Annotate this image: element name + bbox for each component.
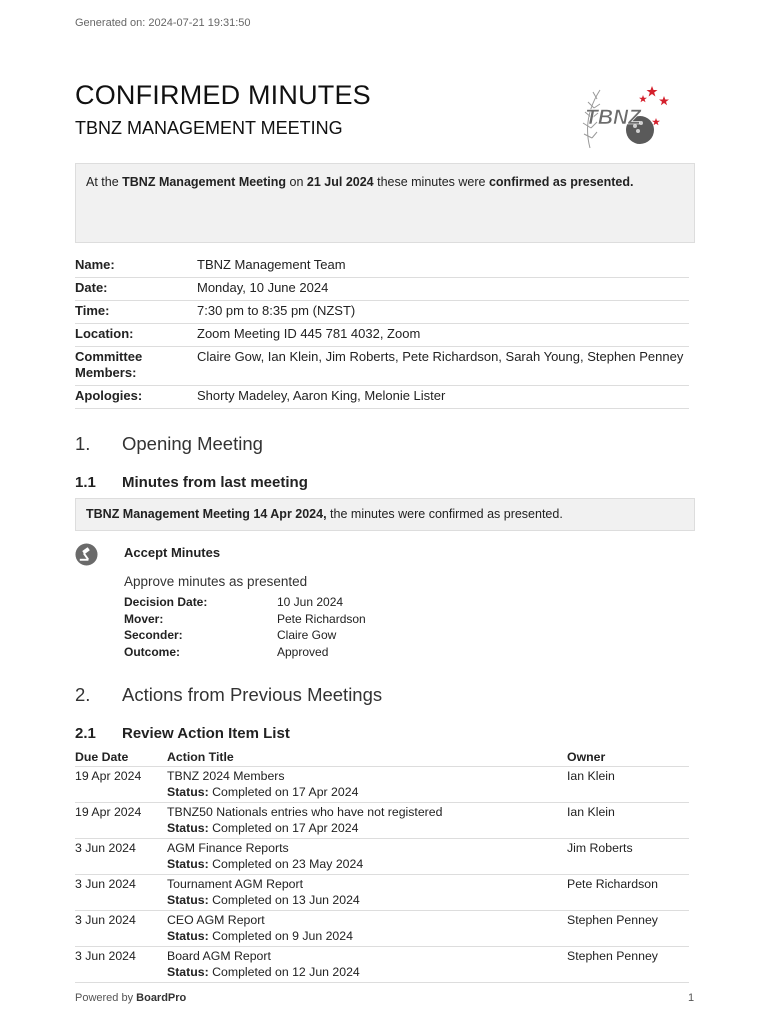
minutes-box-bold: TBNZ Management Meeting 14 Apr 2024, — [86, 507, 327, 521]
action-title: CEO AGM Report — [167, 913, 265, 927]
notice-date: 21 Jul 2024 — [306, 175, 374, 189]
action-status — [167, 821, 567, 837]
info-row — [75, 255, 689, 278]
action-cell — [167, 839, 567, 875]
notice-text: At the — [86, 175, 123, 189]
subsection-number: 1.1 — [75, 474, 96, 491]
status-label: Status: — [167, 856, 209, 871]
action-owner: Pete Richardson — [567, 875, 689, 911]
action-status — [167, 929, 567, 945]
decision-value: Approved — [277, 644, 329, 659]
action-title: TBNZ50 Nationals entries who have not registered — [167, 805, 443, 819]
status-text: Completed on 17 Apr 2024 — [208, 784, 359, 799]
decision-row — [124, 644, 366, 661]
decision-label: Mover: — [124, 611, 164, 626]
decision-label: Decision Date: — [124, 595, 208, 609]
tbnz-logo — [580, 78, 675, 158]
notice-status: confirmed as presented. — [488, 175, 634, 189]
info-label: Apologies: — [75, 386, 197, 409]
info-value: Shorty Madeley, Aaron King, Melonie Lister — [197, 386, 689, 409]
status-text: Completed on 12 Jun 2024 — [208, 964, 360, 979]
decision-title: Accept Minutes — [124, 545, 221, 560]
action-due-date: 19 Apr 2024 — [75, 767, 167, 803]
generated-timestamp: Generated on: 2024-07-21 19:31:50 — [75, 17, 251, 29]
action-cell — [167, 947, 567, 983]
notice-meeting: TBNZ Management Meeting — [122, 175, 287, 189]
info-label: Date: — [75, 278, 197, 301]
decision-label: Seconder: — [124, 628, 183, 642]
action-cell — [167, 767, 567, 803]
info-value: TBNZ Management Team — [197, 255, 689, 278]
action-status — [167, 965, 567, 981]
action-owner: Stephen Penney — [567, 911, 689, 947]
decision-row — [124, 627, 366, 644]
section-heading — [75, 684, 382, 706]
page-title: CONFIRMED MINUTES — [75, 80, 371, 110]
table-row — [75, 947, 689, 983]
action-owner: Stephen Penney — [567, 947, 689, 983]
decision-description: Approve minutes as presented — [124, 574, 308, 589]
section-title: Actions from Previous Meetings — [122, 684, 383, 705]
status-text: Completed on 13 Jun 2024 — [208, 892, 360, 907]
info-row — [75, 301, 689, 324]
info-row — [75, 278, 689, 301]
action-cell — [167, 875, 567, 911]
meeting-info-table — [75, 255, 689, 409]
status-label: Status: — [167, 964, 209, 979]
action-title: Board AGM Report — [167, 949, 271, 963]
section-title: Opening Meeting — [122, 433, 263, 454]
page-subtitle: TBNZ MANAGEMENT MEETING — [75, 118, 343, 138]
decision-value: Claire Gow — [277, 628, 337, 642]
decision-value: Pete Richardson — [277, 611, 366, 626]
info-label: Time: — [75, 301, 197, 324]
footer-powered-by — [75, 992, 186, 1004]
section-number: 2. — [75, 684, 91, 705]
table-row — [75, 803, 689, 839]
action-due-date: 3 Jun 2024 — [75, 875, 167, 911]
column-header-action-title: Action Title — [167, 750, 567, 767]
section-number: 1. — [75, 433, 91, 454]
subsection-title: Minutes from last meeting — [122, 474, 308, 491]
action-items-table — [75, 750, 689, 983]
decision-value: 10 Jun 2024 — [277, 595, 344, 609]
table-row — [75, 839, 689, 875]
action-status — [167, 893, 567, 909]
previous-minutes-box — [75, 498, 695, 531]
action-due-date: 3 Jun 2024 — [75, 839, 167, 875]
info-value: Zoom Meeting ID 445 781 4032, Zoom — [197, 324, 689, 347]
info-value: Monday, 10 June 2024 — [197, 278, 689, 301]
page-number: 1 — [688, 992, 695, 1004]
confirmation-notice — [75, 163, 695, 243]
action-owner: Ian Klein — [567, 803, 689, 839]
action-title: AGM Finance Reports — [167, 841, 289, 855]
table-header-row — [75, 750, 689, 767]
subsection-title: Review Action Item List — [122, 725, 290, 742]
status-label: Status: — [167, 784, 209, 799]
section-heading — [75, 433, 263, 455]
action-due-date: 19 Apr 2024 — [75, 803, 167, 839]
info-row — [75, 386, 689, 409]
status-text: Completed on 17 Apr 2024 — [208, 820, 359, 835]
action-owner: Ian Klein — [567, 767, 689, 803]
info-value: Claire Gow, Ian Klein, Jim Roberts, Pete Richardson, Sarah Young, Stephen Penney — [197, 347, 689, 386]
status-text: Completed on 23 May 2024 — [208, 856, 364, 871]
subsection-heading — [75, 474, 308, 491]
table-row — [75, 767, 689, 803]
action-title: Tournament AGM Report — [167, 877, 304, 891]
action-status — [167, 785, 567, 801]
footer-text: Powered by — [75, 992, 137, 1004]
action-title: TBNZ 2024 Members — [167, 769, 285, 783]
column-header-owner: Owner — [567, 750, 689, 767]
action-due-date: 3 Jun 2024 — [75, 947, 167, 983]
minutes-box-text: the minutes were confirmed as presented. — [326, 507, 563, 521]
status-label: Status: — [167, 892, 209, 907]
status-label: Status: — [167, 928, 209, 943]
info-label: Location: — [75, 324, 197, 347]
decision-details — [124, 594, 366, 660]
logo-wordmark: TBNZ — [585, 106, 641, 129]
decision-row — [124, 611, 366, 628]
decision-label: Outcome: — [124, 644, 181, 659]
status-text: Completed on 9 Jun 2024 — [208, 928, 353, 943]
subsection-heading — [75, 725, 290, 742]
action-owner: Jim Roberts — [567, 839, 689, 875]
subsection-number: 2.1 — [75, 725, 96, 742]
info-row — [75, 347, 689, 386]
info-value: 7:30 pm to 8:35 pm (NZST) — [197, 301, 689, 324]
action-status — [167, 857, 567, 873]
action-cell — [167, 803, 567, 839]
info-label: Name: — [75, 255, 197, 278]
notice-text: on — [286, 175, 307, 189]
gavel-icon — [75, 543, 98, 566]
status-label: Status: — [167, 820, 209, 835]
footer-brand: BoardPro — [136, 992, 187, 1004]
info-row — [75, 324, 689, 347]
action-due-date: 3 Jun 2024 — [75, 911, 167, 947]
table-row — [75, 875, 689, 911]
notice-text: these minutes were — [373, 175, 489, 189]
table-row — [75, 911, 689, 947]
column-header-due-date: Due Date — [75, 750, 167, 767]
decision-row — [124, 594, 366, 611]
info-label: Committee Members: — [75, 347, 197, 386]
action-cell — [167, 911, 567, 947]
